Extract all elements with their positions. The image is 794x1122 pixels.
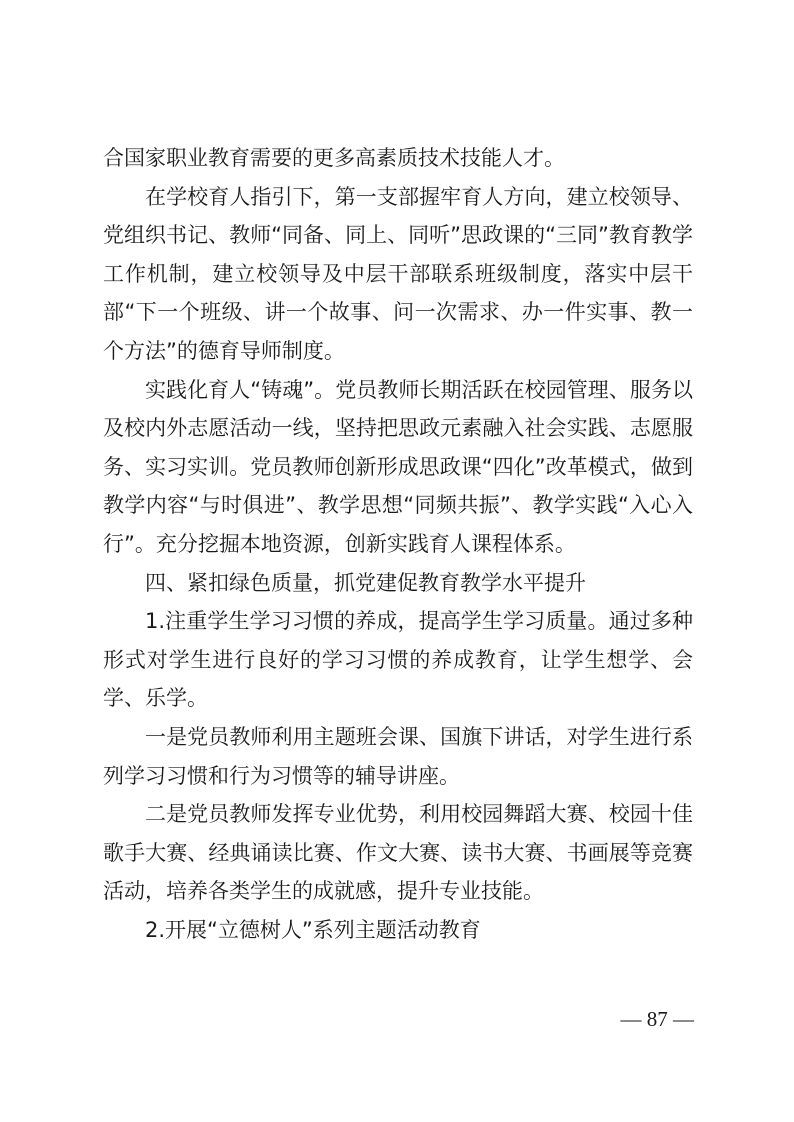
- page-number: — 87 —: [620, 1007, 694, 1031]
- paragraph-school-guidance: 在学校育人指引下，第一支部握牢育人方向，建立校领导、党组织书记、教师“同备、同上、同听”思政课的“三同”教育教学工作机制，建立校领导及中层干部联系班级制度，落实中层干部“下一个班级、讲一个故事、问一次需求、办一件实事、教一个方法”的德育导师制度。: [103, 184, 693, 363]
- paragraph-study-habits: 1.注重学生学习习惯的养成，提高学生学习质量。通过多种形式对学生进行良好的学习习惯的养成教育，让学生想学、会学、乐学。: [103, 609, 693, 711]
- paragraph-item-two: 二是党员教师发挥专业优势，利用校园舞蹈大赛、校园十佳歌手大赛、经典诵读比赛、作文大赛、读书大赛、书画展等竞赛活动，培养各类学生的成就感，提升专业技能。: [103, 802, 693, 904]
- paragraph-practice-education: 实践化育人“铸魂”。党员教师长期活跃在校园管理、服务以及校内外志愿活动一线，坚持把思政元素融入社会实践、志愿服务、实习实训。党员教师创新形成思政课“四化”改革模式，做到教学内容“与时俱进”、教学思想“同频共振”、教学实践“入心入行”。充分挖掘本地资源，创新实践育人课程体系。: [103, 377, 693, 556]
- section-heading-four: 四、紧扣绿色质量，抓党建促教育教学水平提升: [145, 570, 586, 595]
- paragraph-item-one: 一是党员教师利用主题班会课、国旗下讲话，对学生进行系列学习习惯和行为习惯等的辅导讲座。: [103, 724, 693, 788]
- document-body: [103, 139, 693, 949]
- paragraph-subheading-two: 2.开展“立德树人”系列主题活动教育: [145, 917, 481, 942]
- paragraph-continuation: 合国家职业教育需要的更多高素质技术技能人才。: [103, 146, 565, 170]
